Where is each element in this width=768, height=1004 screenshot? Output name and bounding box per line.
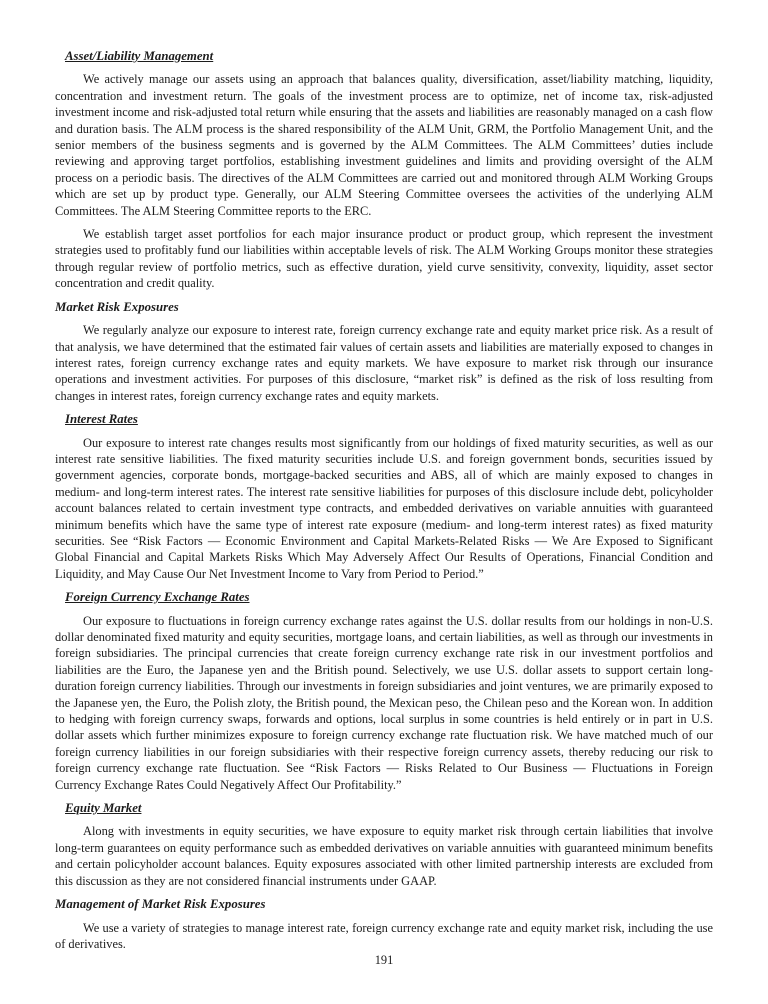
section-heading: Management of Market Risk Exposures	[55, 897, 266, 912]
body-paragraph: Our exposure to interest rate changes results most significantly from our holdings of fixed maturity securities, as well as our interest rate sensitive liabilities. The fixed maturity securities include U.S. and foreign government bonds, securities issued by government agencies, corporate bonds, mortgage-backed securities and ABS, all of which are mainly exposed to changes in medium- and long-term interest rates. The interest rate sensitive liabilities for purposes of this disclosure include debt, policyholder account balances related to certain investment type contracts, and embedded derivatives on variable annuities with guaranteed minimum benefits which have the same type of interest rate exposure (medium- and long-term interest rates) as fixed maturity securities. See “Risk Factors — Economic Environment and Capital Markets-Related Risks — We Are Exposed to Significant Global Financial and Capital Markets Risks Which May Adversely Affect Our Results of Operations, Financial Condition and Liquidity, and May Cause Our Net Investment Income to Vary from Period to Period.”	[55, 435, 713, 581]
section-heading: Equity Market	[65, 801, 142, 816]
document-sections	[55, 48, 713, 952]
section-heading: Interest Rates	[65, 412, 138, 427]
body-paragraph: Our exposure to fluctuations in foreign currency exchange rates against the U.S. dollar results from our holdings in non-U.S. dollar denominated fixed maturity and equity securities, mortgage loans, and certain liabilities, as well as through our investments in foreign subsidiaries. The principal currencies that create foreign currency exchange rate risk in our investment portfolios and liabilities are the Euro, the Japanese yen and the British pound. Selectively, we use U.S. dollar assets to support certain long-duration foreign currency liabilities. Through our investments in foreign subsidiaries and joint ventures, we are primarily exposed to the Japanese yen, the Euro, the Polish zloty, the British pound, the Mexican peso, the Chilean peso and the Korean won. In addition to hedging with foreign currency swaps, forwards and options, local surplus in some countries is held entirely or in part in U.S. dollar assets which further minimizes exposure to foreign currency exchange rate fluctuation risk. We have matched much of our foreign currency liabilities in our foreign subsidiaries with their respective foreign currency assets, thereby reducing our risk to foreign currency exchange rate fluctuation. See “Risk Factors — Risks Related to Our Business — Fluctuations in Foreign Currency Exchange Rates Could Negatively Affect Our Profitability.”	[55, 613, 713, 792]
section-heading: Market Risk Exposures	[55, 299, 179, 314]
body-paragraph: We establish target asset portfolios for each major insurance product or product group, which represent the investment strategies used to profitably fund our liabilities within acceptable levels of risk. The ALM Working Groups monitor these strategies through regular review of portfolio metrics, such as effective duration, yield curve sensitivity, convexity, liquidity, asset sector concentration and credit quality.	[55, 227, 713, 291]
section-heading: Foreign Currency Exchange Rates	[65, 590, 250, 605]
section-heading: Asset/Liability Management	[65, 49, 214, 63]
page-number: 191	[374, 953, 394, 967]
body-paragraph: We use a variety of strategies to manage interest rate, foreign currency exchange rate and equity market risk, including the use of derivatives.	[55, 920, 713, 951]
body-paragraph: Along with investments in equity securities, we have exposure to equity market risk through certain liabilities that involve long-term guarantees on equity performance such as embedded derivatives on variable annuities with guaranteed minimum benefits and certain policyholder account balances. Equity exposures associated with other limited partnership interests are excluded from this discussion as they are not considered financial instruments under GAAP.	[55, 824, 713, 888]
body-paragraph: We regularly analyze our exposure to interest rate, foreign currency exchange rate and equity market price risk. As a result of that analysis, we have determined that the estimated fair values of certain assets and liabilities are materially exposed to changes in interest rates, foreign currency exchange rates and equity markets. We have exposure to market risk through our insurance operations and investment activities. For purposes of this disclosure, “market risk” is defined as the risk of loss resulting from changes in interest rates, foreign currency exchange rates and equity markets.	[55, 323, 713, 403]
body-paragraph: We actively manage our assets using an approach that balances quality, diversification, asset/liability matching, liquidity, concentration and investment return. The goals of the investment process are to optimize, net of income tax, risk-adjusted investment income and risk-adjusted total return while ensuring that the assets and liabilities are reasonably managed on a cash flow and duration basis. The ALM process is the shared responsibility of the ALM Unit, GRM, the Portfolio Management Unit, and the senior members of the business segments and is governed by the ALM Committees. The ALM Committees’ duties include reviewing and approving target portfolios, establishing investment guidelines and limits and providing oversight of the ALM process on a periodic basis. The directives of the ALM Committees are carried out and monitored through ALM Working Groups which are set up by product type. Generally, our ALM Steering Committee oversees the activities of the underlying ALM Committees. The ALM Steering Committee reports to the ERC.	[55, 72, 713, 218]
